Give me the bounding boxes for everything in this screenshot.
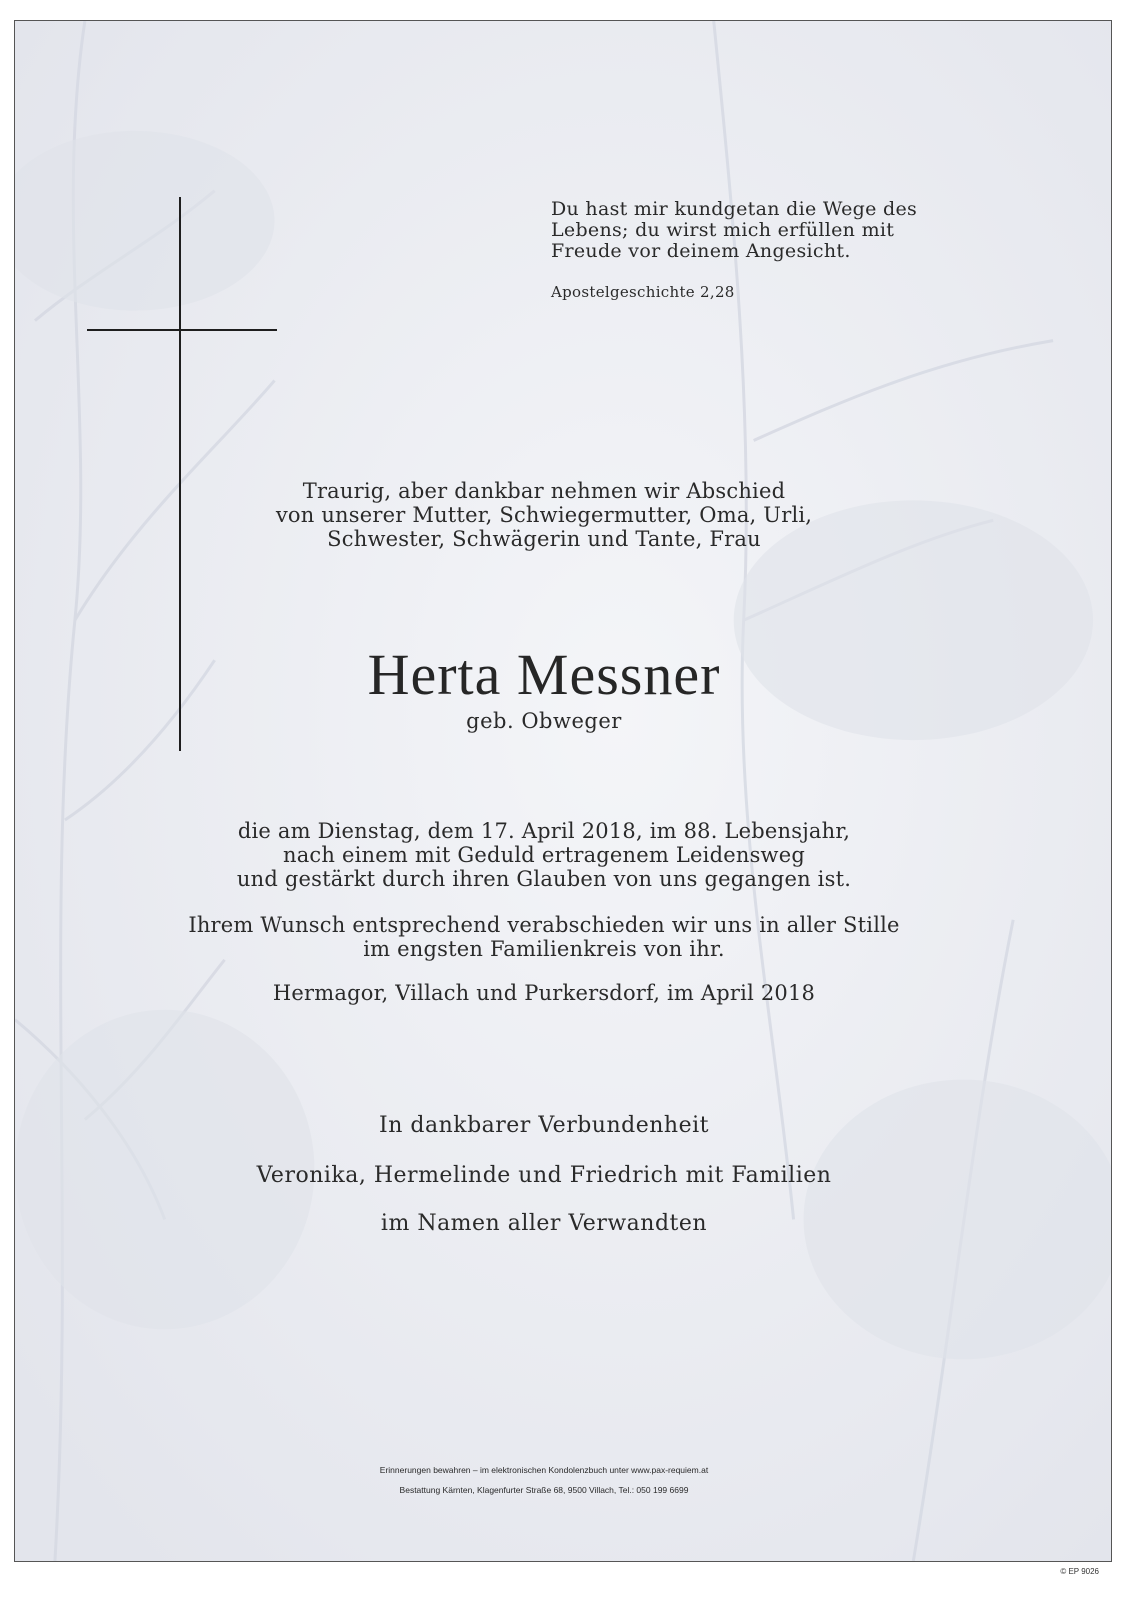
intro-line: Traurig, aber dankbar nehmen wir Abschied [302,479,786,503]
footer-condolence-line: Erinnerungen bewahren – im elektronischen Kondolenzbuch unter www.pax-requiem.at [379,1465,709,1475]
signature-relatives: im Namen aller Verwandten [380,1211,708,1236]
death-notice-line: und gestärkt durch ihren Glauben von uns gegangen ist. [236,867,852,891]
cross-horizontal [87,329,277,331]
death-notice-line: die am Dienstag, dem 17. April 2018, im 88. Lebensjahr, [237,819,851,843]
quote-reference: Apostelgeschichte 2,28 [551,283,735,301]
death-notice-line: nach einem mit Geduld ertragenem Leidensweg [282,843,806,867]
farewell-line: im engsten Familienkreis von ihr. [363,937,725,961]
deceased-name: Herta Messner [367,642,721,707]
death-notice [14,819,1093,891]
signature-thanks: In dankbarer Verbundenheit [379,1113,709,1138]
birth-name: geb. Obweger [466,709,622,733]
footer-funeral-home: Bestattung Kärnten, Klagenfurter Straße 68, 9500 Villach, Tel.: 050 199 6699 [399,1485,689,1495]
farewell-text [14,913,1093,961]
quote-line: Lebens; du wirst mich erfüllen mit [551,219,895,241]
signature-family: Veronika, Hermelinde und Friedrich mit Familien [256,1163,832,1188]
intro-line: Schwester, Schwägerin und Tante, Frau [327,527,761,551]
farewell-line: Ihrem Wunsch entsprechend verabschieden wir uns in aller Stille [188,913,900,937]
obituary-card [14,20,1112,1562]
document-code: © EP 9026 [1060,1567,1099,1576]
bible-quote [551,199,951,262]
intro-text [14,479,1093,551]
intro-line: von unserer Mutter, Schwiegermutter, Oma, Urli, [275,503,813,527]
place-date: Hermagor, Villach und Purkersdorf, im April 2018 [272,981,816,1005]
quote-line: Freude vor deinem Angesicht. [551,240,851,262]
quote-line: Du hast mir kundgetan die Wege des [551,198,918,220]
